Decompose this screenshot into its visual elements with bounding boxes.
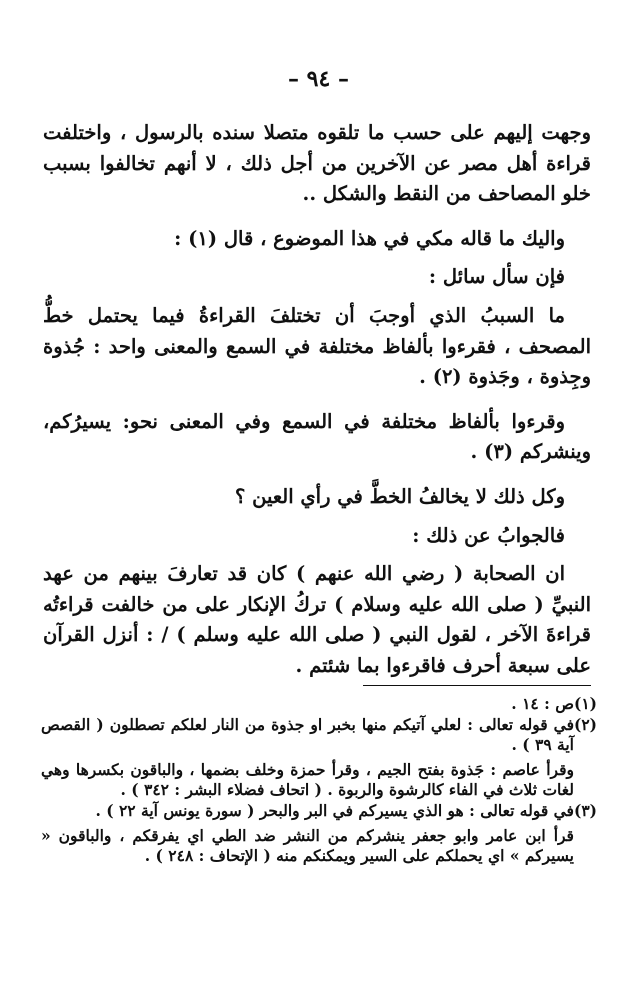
footnote (41, 715, 597, 801)
paragraph: فإن سأل سائل : (428, 265, 565, 289)
footnote-number: (٣) (573, 800, 597, 820)
footnote (41, 801, 597, 867)
footnotes (41, 694, 597, 867)
paragraph: وكل ذلك لا يخالفُ الخطَّ في رأي العين ؟ (234, 484, 565, 508)
main-text (43, 118, 591, 696)
footnote-number: (١) (573, 694, 597, 713)
paragraph: ان الصحابة ( رضي الله عنهم ) كان قد تعارفَ بينهم من عهد النبيِّ ( صلى الله عليه وسلام ) تركُ الإنكار على من خالفت قراءتُه قراءةَ الآخر ، لقول النبي ( صلى الله عليه وسلم ) / : أنزل القرآن على سبعة أحرف فاقرءوا بما شئتم . (43, 562, 591, 677)
footnote-number: (٢) (573, 714, 597, 734)
paragraph: واليك ما قاله مكي في هذا الموضوع ، قال (١) : (174, 226, 565, 250)
footnote-text: ص : ١٤ . (511, 694, 574, 713)
paragraph: ما السببُ الذي أوجبَ أن تختلفَ القراءةُ فيما يحتمل خطُّ المصحف ، فقرءوا بألفاظ مختلفة في السمع والمعنى واحد : جُذوة وجِذوة ، وجَذوة (٢) . (43, 303, 591, 389)
footnote (41, 694, 597, 715)
footnote-body (41, 694, 574, 715)
footnote-text: في قوله تعالى : هو الذي يسيركم في البر والبحر ( سورة يونس آية ٢٢ ) . (95, 800, 574, 820)
footnote-divider (363, 685, 591, 686)
page-number: – ٩٤ – (288, 66, 349, 92)
paragraph: وقرءوا بألفاظ مختلفة في السمع وفي المعنى نحو: يسيرُكم، وينشركم (٣) . (43, 409, 591, 464)
footnote-text: وقرأ عاصم : جَذوة بفتح الجيم ، وقرأ حمزة وخلف بضمها ، والباقون بكسرها وهي لغات ثلاث في الفاء كالرشوة والربوة . ( اتحاف فضلاء البشر : ٣٤٢ ) . (41, 759, 574, 800)
footnote-body (41, 715, 574, 801)
footnote-body (41, 801, 574, 867)
paragraph: فالجوابُ عن ذلك : (412, 523, 565, 547)
footnote-text: في قوله تعالى : لعلي آتيكم منها بخبر او جذوة من النار لعلكم تصطلون ( القصص آية ٣٩ ) . (41, 714, 574, 755)
footnote-text: قرأ ابن عامر وابو جعفر ينشركم من النشر ضد الطي اي يفرقكم ، والباقون « يسيركم » اي يحملكم على السير ويمكنكم منه ( الإتحاف : ٢٤٨ ) . (41, 825, 574, 866)
paragraph: وجهت إليهم على حسب ما تلقوه متصلا سنده بالرسول ، واختلفت قراءة أهل مصر عن الآخرين من أجل ذلك ، لا أنهم تخالفوا بسبب خلو المصاحف من النقط والشكل .. (43, 121, 591, 206)
